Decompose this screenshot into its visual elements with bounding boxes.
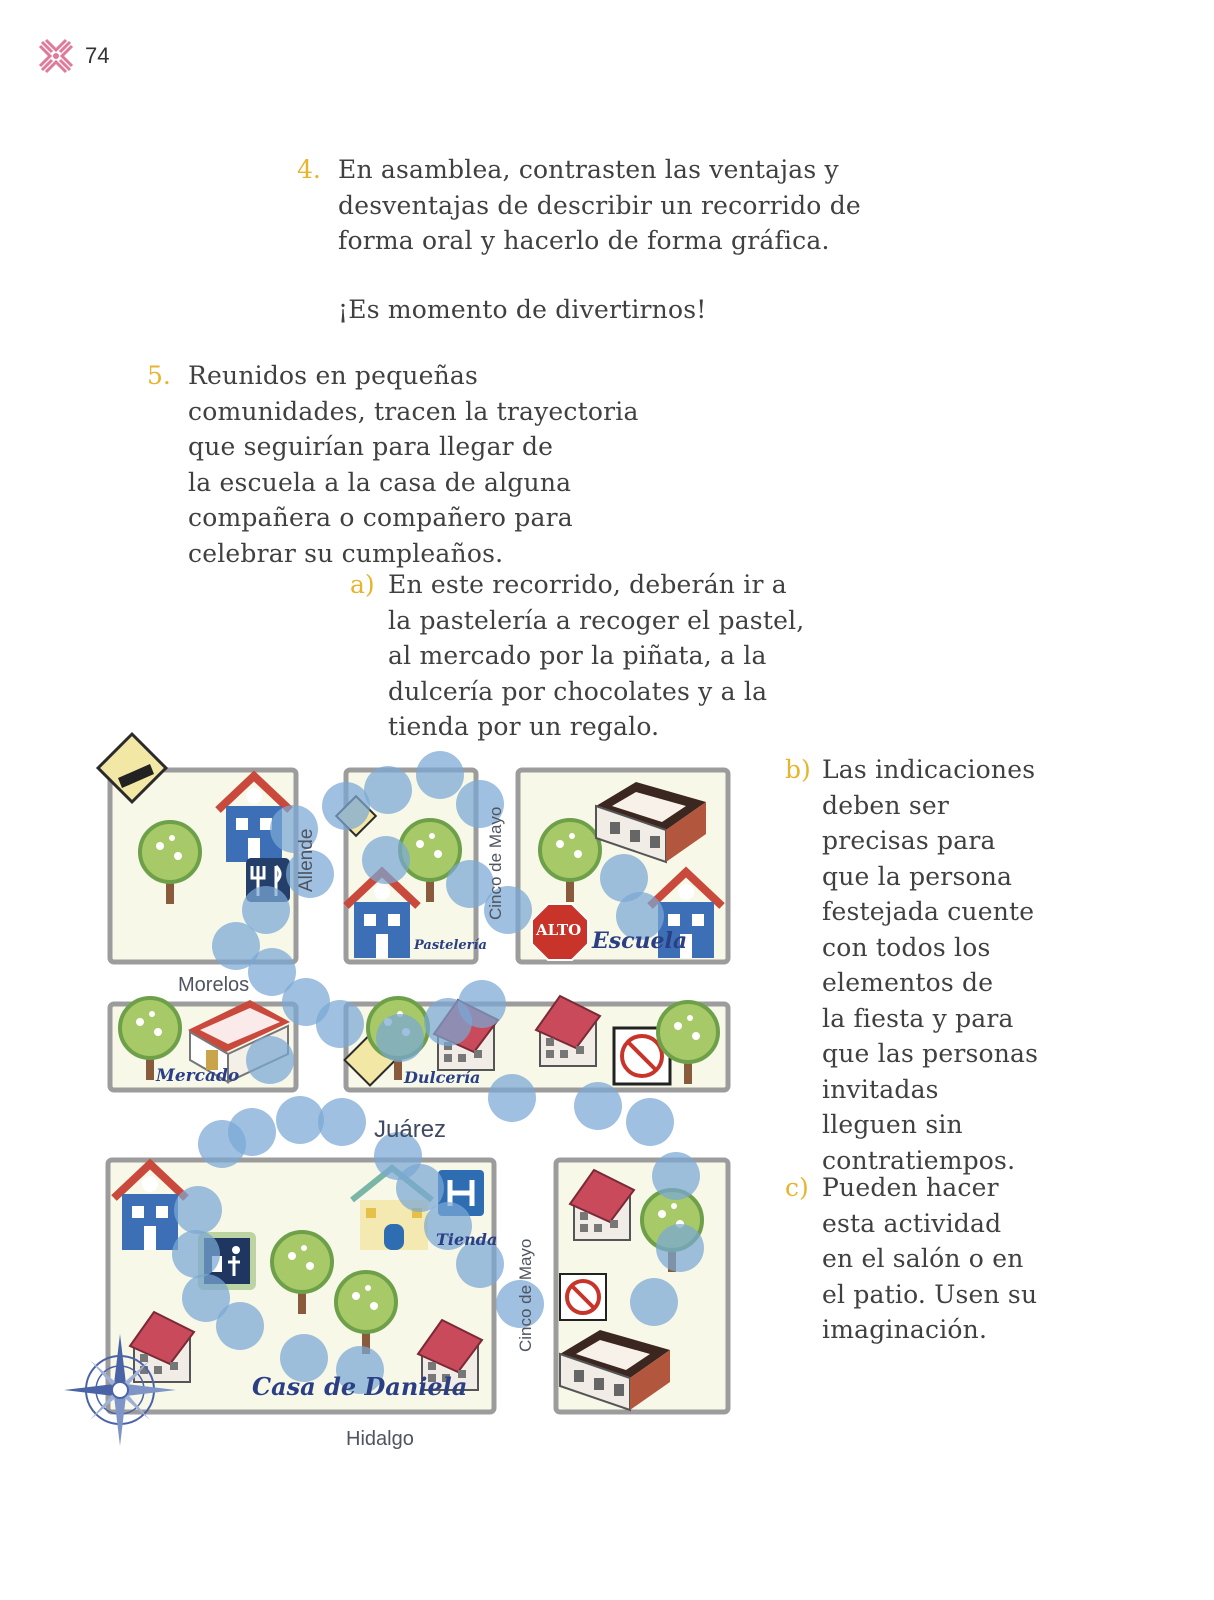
route-dot <box>416 751 464 799</box>
route-dot <box>216 1302 264 1350</box>
route-dot <box>198 1120 246 1168</box>
item-a-line: la pastelería a recoger el pastel, <box>388 605 805 635</box>
item-b-line: Las indicaciones <box>822 755 1036 784</box>
route-dot <box>376 1014 424 1062</box>
item-b-line: festejada cuente <box>822 897 1035 926</box>
stop-sign-text: ALTO <box>536 921 582 939</box>
item-b-line: elementos de <box>822 968 994 997</box>
route-dot <box>172 1230 220 1278</box>
place-label-mercado: Mercado <box>156 1066 240 1086</box>
route-dot <box>626 1098 674 1146</box>
item-b-line: precisas para <box>822 826 996 855</box>
item-a-line: al mercado por la piñata, a la <box>388 641 767 670</box>
route-dot <box>364 766 412 814</box>
item-5-line: la escuela a la casa de alguna <box>188 467 572 497</box>
item-c-marker: c) <box>785 1173 809 1202</box>
item-4-line: forma oral y hacerlo de forma gráfica. <box>338 226 830 255</box>
item-b-line: que la persona <box>822 861 1013 891</box>
street-label-allende: Allende <box>296 828 317 892</box>
item-c-line: el patio. Usen su <box>822 1279 1038 1309</box>
item-b-line: contratiempos. <box>822 1145 1016 1175</box>
item-b-marker: b) <box>785 755 811 784</box>
item-b-line: invitadas <box>822 1074 939 1104</box>
route-dot <box>630 1278 678 1326</box>
item-5-marker: 5. <box>147 361 171 390</box>
street-label-morelos: Morelos <box>178 974 250 996</box>
item-c-line: esta actividad <box>822 1208 1002 1238</box>
street-label-hidalgo: Hidalgo <box>346 1428 414 1450</box>
route-dot <box>488 1074 536 1122</box>
item-5-line: celebrar su cumpleaños. <box>188 538 504 568</box>
route-dot <box>174 1186 222 1234</box>
route-dot <box>424 998 472 1046</box>
no-horn-sign-icon <box>560 1274 606 1320</box>
route-dot <box>318 1098 366 1146</box>
route-dot <box>652 1152 700 1200</box>
route-dot <box>322 782 370 830</box>
item-c-line: imaginación. <box>822 1315 988 1344</box>
route-dot <box>316 1000 364 1048</box>
place-label-casa-daniela: Casa de Daniela <box>252 1372 468 1401</box>
route-dot <box>574 1082 622 1130</box>
item-a-line: tienda por un regalo. <box>388 712 660 741</box>
route-dot <box>362 836 410 884</box>
item-a-line: dulcería por chocolates y a la <box>388 676 768 706</box>
item-4-marker: 4. <box>297 155 321 184</box>
item-5-line: comunidades, tracen la trayectoria <box>188 396 639 426</box>
item-b-line: que las personas <box>822 1039 1039 1068</box>
route-dot <box>246 1036 294 1084</box>
item-c-line: Pueden hacer <box>822 1173 999 1202</box>
place-label-escuela: Escuela <box>592 928 688 954</box>
item-5-line: que seguirían para llegar de <box>188 432 554 461</box>
item-c-line: en el salón o en <box>822 1244 1024 1273</box>
place-label-tienda: Tienda <box>436 1230 498 1249</box>
street-label-cinco-de-mayo: Cinco de Mayo <box>516 1238 535 1352</box>
item-b-line: con todos los <box>822 932 991 962</box>
item-5-line: Reunidos en pequeñas <box>188 361 479 390</box>
page-number: 74 <box>85 43 110 68</box>
item-4-line: En asamblea, contrasten las ventajas y <box>338 155 839 184</box>
item-b-line: lleguen sin <box>822 1110 963 1139</box>
place-label-dulceria: Dulcería <box>404 1068 481 1087</box>
item-a-marker: a) <box>350 570 375 599</box>
item-b-line: la fiesta y para <box>822 1003 1014 1033</box>
item-a-line: En este recorrido, deberán ir a <box>388 570 787 599</box>
route-dot <box>276 1096 324 1144</box>
street-label-cinco-de-mayo: Cinco de Mayo <box>486 806 505 920</box>
fun-exclamation: ¡Es momento de divertirnos! <box>338 295 707 324</box>
item-4-line: desventajas de describir un recorrido de <box>338 190 861 220</box>
street-label-juarez: Juárez <box>374 1116 447 1143</box>
route-dot <box>656 1224 704 1272</box>
item-b-line: deben ser <box>822 790 950 820</box>
place-label-pasteleria: Pastelería <box>414 938 487 953</box>
item-5-line: compañera o compañero para <box>188 503 573 532</box>
